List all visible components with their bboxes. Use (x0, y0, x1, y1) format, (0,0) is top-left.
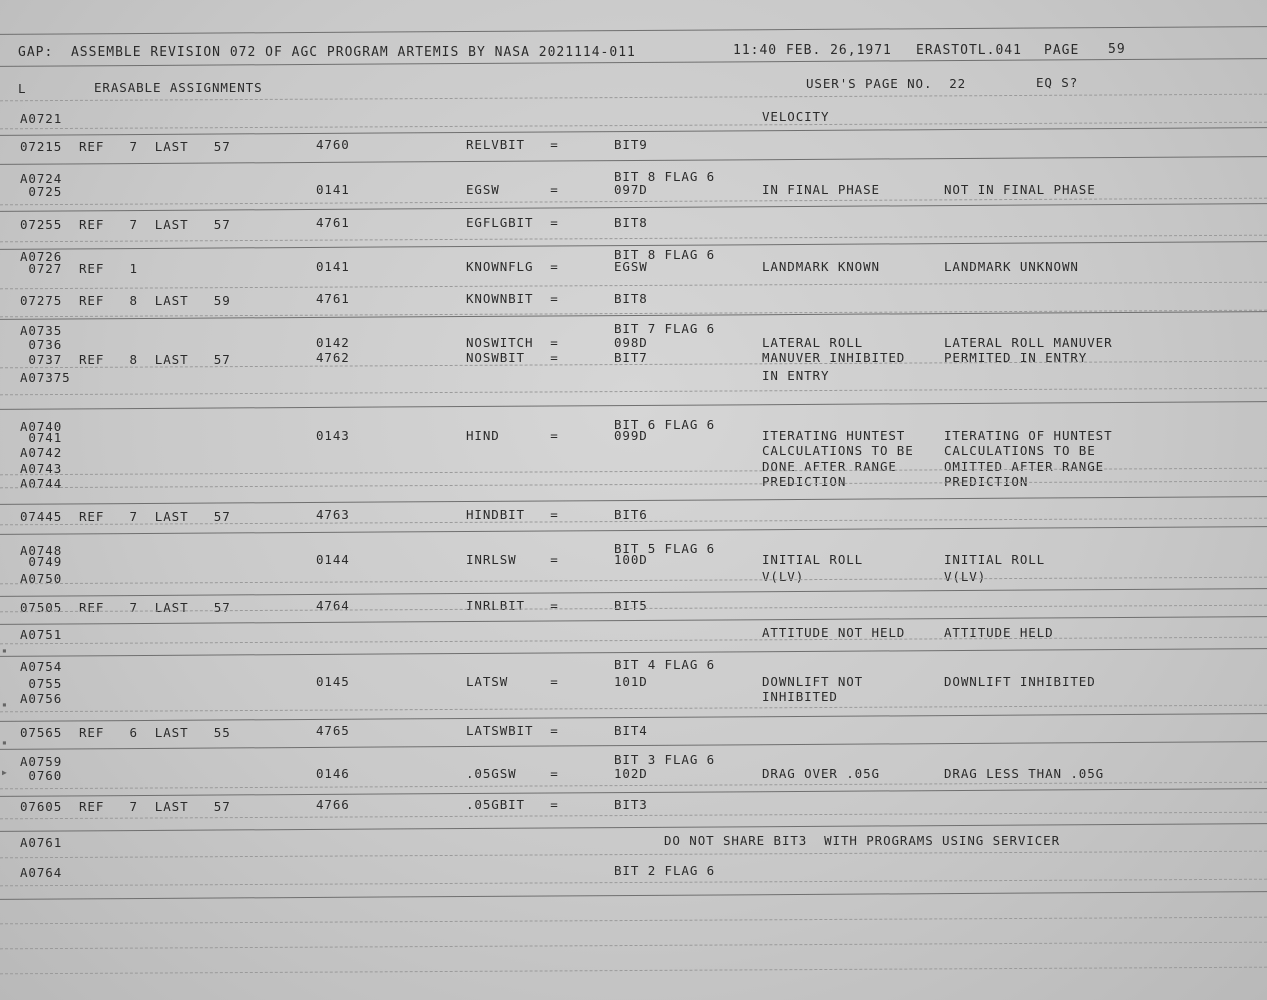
row-30-bit: BIT3 (614, 797, 648, 812)
row-15-on-state: CALCULATIONS TO BE (762, 443, 914, 458)
row-20-address: 0749 (20, 554, 63, 569)
row-16-off-state: OMITTED AFTER RANGE (944, 459, 1105, 474)
row-6-address: A0726 (20, 249, 63, 264)
row-7-bit: EGSW (614, 259, 648, 274)
row-4-bit: 097D (614, 182, 648, 197)
rule-line (0, 713, 1267, 722)
row-9-address: A0735 (20, 323, 63, 338)
row-12-on-state: IN ENTRY (762, 368, 830, 383)
guide-line (0, 851, 1267, 859)
row-17-on-state: PREDICTION (762, 474, 847, 489)
row-11-bit: BIT7 (614, 350, 648, 365)
row-21-off-state: V(LV) (944, 569, 987, 584)
row-7-on-state: LANDMARK KNOWN (762, 259, 880, 274)
row-25-on-state: DOWNLIFT NOT (762, 674, 864, 689)
row-31-note: DO NOT SHARE BIT3 WITH PROGRAMS USING SERVICER (664, 833, 1061, 848)
row-28-bit: BIT 3 FLAG 6 (614, 752, 716, 767)
row-26-address: A0756 (20, 691, 63, 706)
row-14-octal: 0143 (316, 428, 350, 443)
row-10-off-state: LATERAL ROLL MANUVER (944, 335, 1113, 350)
row-23-off-state: ATTITUDE HELD (944, 625, 1054, 640)
row-10-octal: 0142 (316, 335, 350, 350)
row-14-name: HIND = (466, 428, 559, 443)
row-18-bit: BIT6 (614, 507, 648, 522)
row-19-address: A0748 (20, 543, 63, 558)
guide-line (0, 917, 1267, 925)
row-31-address: A0761 (20, 835, 63, 850)
row-29-name: .05GSW = (466, 766, 559, 781)
row-5-address: 07255 REF 7 LAST 57 (20, 217, 231, 232)
row-22-name: INRLBIT = (466, 598, 559, 613)
rule-line (0, 588, 1267, 597)
row-7-off-state: LANDMARK UNKNOWN (944, 259, 1079, 274)
row-27-name: LATSWBIT = (466, 723, 559, 738)
row-11-on-state: MANUVER INHIBITED (762, 350, 906, 365)
row-24-bit: BIT 4 FLAG 6 (614, 657, 716, 672)
row-3-address: A0724 (20, 171, 63, 186)
row-20-off-state: INITIAL ROLL (944, 552, 1046, 567)
rule-line (0, 891, 1267, 900)
row-25-address: 0755 (20, 676, 63, 691)
row-23-on-state: ATTITUDE NOT HELD (762, 625, 906, 640)
guide-line (0, 577, 1267, 585)
row-11-octal: 4762 (316, 350, 350, 365)
guide-line (0, 782, 1267, 790)
margin-mark: ▶ (2, 768, 7, 777)
row-11-name: NOSWBIT = (466, 350, 559, 365)
guide-line (0, 310, 1267, 318)
row-29-octal: 0146 (316, 766, 350, 781)
rule-line (0, 203, 1267, 212)
rule-line (0, 26, 1267, 35)
guide-line (0, 235, 1267, 243)
row-30-name: .05GBIT = (466, 797, 559, 812)
row-8-bit: BIT8 (614, 291, 648, 306)
row-3-bit: BIT 8 FLAG 6 (614, 169, 716, 184)
row-22-octal: 4764 (316, 598, 350, 613)
guide-line (0, 282, 1267, 290)
row-27-bit: BIT4 (614, 723, 648, 738)
row-27-octal: 4765 (316, 723, 350, 738)
row-24-address: A0754 (20, 659, 63, 674)
row-16-address: A0743 (20, 461, 63, 476)
row-22-address: 07505 REF 7 LAST 57 (20, 600, 231, 615)
row-20-on-state: INITIAL ROLL (762, 552, 864, 567)
row-10-on-state: LATERAL ROLL (762, 335, 864, 350)
header-file: ERASTOTL.041 (916, 43, 1022, 58)
row-20-bit: 100D (614, 552, 648, 567)
row-26-on-state: INHIBITED (762, 689, 838, 704)
row-1-on-state: VELOCITY (762, 109, 830, 124)
row-29-off-state: DRAG LESS THAN .05G (944, 766, 1105, 781)
row-9-bit: BIT 7 FLAG 6 (614, 321, 716, 336)
margin-mark: ▪ (2, 646, 7, 655)
guide-line (0, 637, 1267, 645)
row-5-name: EGFLGBIT = (466, 215, 559, 230)
row-14-off-state: ITERATING OF HUNTEST (944, 428, 1113, 443)
row-27-address: 07565 REF 6 LAST 55 (20, 725, 231, 740)
row-12-address: A07375 (20, 370, 71, 385)
row-29-bit: 102D (614, 766, 648, 781)
row-20-octal: 0144 (316, 552, 350, 567)
row-10-address: 0736 (20, 337, 63, 352)
margin-mark: ▪ (2, 700, 7, 709)
row-2-address: 07215 REF 7 LAST 57 (20, 139, 231, 154)
row-8-address: 07275 REF 8 LAST 59 (20, 293, 231, 308)
row-30-address: 07605 REF 7 LAST 57 (20, 799, 231, 814)
row-4-on-state: IN FINAL PHASE (762, 182, 880, 197)
guide-line (0, 967, 1267, 975)
rule-line (0, 526, 1267, 535)
row-13-address: A0740 (20, 419, 63, 434)
row-14-bit: 099D (614, 428, 648, 443)
row-14-on-state: ITERATING HUNTEST (762, 428, 906, 443)
row-16-on-state: DONE AFTER RANGE (762, 459, 897, 474)
row-10-bit: 098D (614, 335, 648, 350)
row-15-off-state: CALCULATIONS TO BE (944, 443, 1096, 458)
row-7-name: KNOWNFLG = (466, 259, 559, 274)
row-32-address: A0764 (20, 865, 63, 880)
row-10-name: NOSWITCH = (466, 335, 559, 350)
header-page-label: PAGE (1044, 43, 1080, 58)
row-23-address: A0751 (20, 627, 63, 642)
guide-line (0, 388, 1267, 396)
row-2-octal: 4760 (316, 137, 350, 152)
row-17-off-state: PREDICTION (944, 474, 1029, 489)
row-21-address: A0750 (20, 571, 63, 586)
row-7-octal: 0141 (316, 259, 350, 274)
row-18-address: 07445 REF 7 LAST 57 (20, 509, 231, 524)
row-32-bit: BIT 2 FLAG 6 (614, 863, 716, 878)
row-30-octal: 4766 (316, 797, 350, 812)
row-5-bit: BIT8 (614, 215, 648, 230)
subheader-users-page: USER'S PAGE NO. 22 (806, 76, 967, 91)
rule-line (0, 648, 1267, 657)
row-15-address: A0742 (20, 445, 63, 460)
row-4-address: 0725 (20, 184, 63, 199)
row-21-on-state: V(LV) (762, 569, 805, 584)
row-13-bit: BIT 6 FLAG 6 (614, 417, 716, 432)
row-2-name: RELVBIT = (466, 137, 559, 152)
row-11-off-state: PERMITED IN ENTRY (944, 350, 1088, 365)
margin-mark: ▪ (2, 738, 7, 747)
row-4-octal: 0141 (316, 182, 350, 197)
row-22-bit: BIT5 (614, 598, 648, 613)
row-18-name: HINDBIT = (466, 507, 559, 522)
row-11-address: 0737 REF 8 LAST 57 (20, 352, 231, 367)
row-6-bit: BIT 8 FLAG 6 (614, 247, 716, 262)
row-4-off-state: NOT IN FINAL PHASE (944, 182, 1096, 197)
row-1-address: A0721 (20, 111, 63, 126)
guide-line (0, 942, 1267, 950)
row-14-address: 0741 (20, 430, 63, 445)
rule-line (0, 788, 1267, 797)
rule-line (0, 127, 1267, 136)
row-17-address: A0744 (20, 476, 63, 491)
header-program: GAP: ASSEMBLE REVISION 072 OF AGC PROGRAM ARTEMIS BY NASA 2021114-011 (18, 45, 636, 60)
row-7-address: 0727 REF 1 (20, 261, 138, 276)
row-25-off-state: DOWNLIFT INHIBITED (944, 674, 1096, 689)
rule-line (0, 741, 1267, 750)
row-29-on-state: DRAG OVER .05G (762, 766, 880, 781)
row-25-name: LATSW = (466, 674, 559, 689)
rule-line (0, 401, 1267, 410)
row-19-bit: BIT 5 FLAG 6 (614, 541, 716, 556)
guide-line (0, 879, 1267, 887)
rule-line (0, 496, 1267, 505)
row-8-octal: 4761 (316, 291, 350, 306)
row-5-octal: 4761 (316, 215, 350, 230)
guide-line (0, 705, 1267, 713)
subheader-eq: EQ S? (1036, 75, 1079, 90)
header-datetime: 11:40 FEB. 26,1971 (733, 43, 892, 58)
row-28-address: A0759 (20, 754, 63, 769)
rule-line (0, 823, 1267, 832)
row-20-name: INRLSW = (466, 552, 559, 567)
row-29-address: 0760 (20, 768, 63, 783)
rule-line (0, 616, 1267, 625)
header-page-number: 59 (1108, 42, 1126, 57)
guide-line (0, 481, 1267, 489)
subheader-section: ERASABLE ASSIGNMENTS (94, 80, 263, 95)
row-8-name: KNOWNBIT = (466, 291, 559, 306)
subheader-l: L (18, 81, 27, 96)
row-25-bit: 101D (614, 674, 648, 689)
row-4-name: EGSW = (466, 182, 559, 197)
rule-line (0, 156, 1267, 165)
row-18-octal: 4763 (316, 507, 350, 522)
row-25-octal: 0145 (316, 674, 350, 689)
row-2-bit: BIT9 (614, 137, 648, 152)
